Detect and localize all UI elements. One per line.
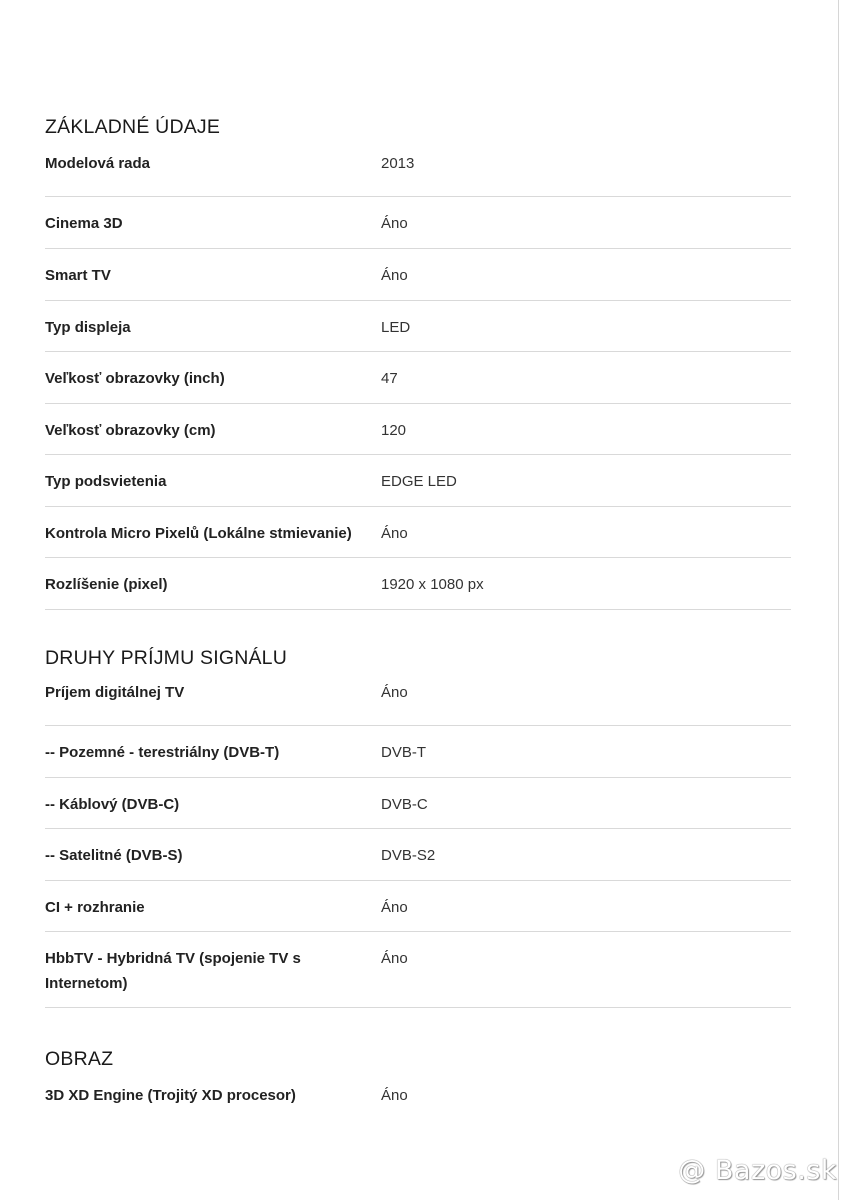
spec-value: DVB-S2 — [381, 847, 436, 864]
spec-value: 120 — [381, 422, 407, 439]
spec-value: 47 — [381, 370, 398, 387]
spec-label: Veľkosť obrazovky (inch) — [45, 370, 225, 387]
spec-label: 3D XD Engine (Trojitý XD procesor) — [45, 1087, 296, 1104]
spec-value: LED — [381, 319, 411, 336]
spec-row — [45, 677, 791, 726]
spec-row — [45, 829, 791, 881]
spec-label: Modelová rada — [45, 155, 151, 172]
spec-label: Veľkosť obrazovky (cm) — [45, 422, 216, 439]
section-title: ZÁKLADNÉ ÚDAJE — [45, 116, 221, 138]
spec-value: Áno — [381, 525, 408, 542]
spec-row — [45, 1078, 791, 1130]
spec-row — [45, 301, 791, 352]
watermark: @ Bazos.sk — [678, 1155, 837, 1186]
section-druhy-prijmu-signalu — [45, 645, 791, 1008]
spec-row — [45, 507, 791, 558]
page-edge — [838, 0, 839, 1200]
spec-label: Kontrola Micro Pixelů (Lokálne stmievanie) — [45, 525, 352, 542]
spec-row — [45, 197, 791, 249]
spec-value: Áno — [381, 950, 408, 967]
section-title: DRUHY PRÍJMU SIGNÁLU — [45, 647, 288, 669]
spec-label: Rozlíšenie (pixel) — [45, 576, 168, 593]
spec-label: HbbTV - Hybridná TV (spojenie TV s Internetom) — [45, 950, 301, 992]
spec-label: Typ podsvietenia — [45, 473, 167, 490]
spec-label: Typ displeja — [45, 319, 131, 336]
section-obraz — [45, 1046, 791, 1130]
spec-label: Cinema 3D — [45, 215, 123, 232]
spec-value: EDGE LED — [381, 473, 457, 490]
spec-label: CI + rozhranie — [45, 899, 145, 916]
spec-label: -- Satelitné (DVB-S) — [45, 847, 183, 864]
spec-value: 1920 x 1080 px — [381, 576, 484, 593]
spec-value: Áno — [381, 1087, 408, 1104]
spec-row — [45, 881, 791, 932]
spec-row — [45, 932, 791, 1008]
spec-value: 2013 — [381, 155, 415, 172]
spec-row — [45, 249, 791, 301]
spec-row — [45, 404, 791, 455]
spec-value: Áno — [381, 684, 408, 701]
spec-value: Áno — [381, 215, 408, 232]
spec-row — [45, 352, 791, 404]
spec-value: DVB-C — [381, 796, 428, 813]
spec-label: Smart TV — [45, 267, 111, 284]
spec-label: -- Pozemné - terestriálny (DVB-T) — [45, 744, 280, 761]
section-zakladne-udaje — [45, 114, 791, 610]
spec-value: Áno — [381, 899, 408, 916]
spec-row — [45, 558, 791, 610]
spec-row — [45, 778, 791, 829]
spec-value: DVB-T — [381, 744, 426, 761]
spec-label: Príjem digitálnej TV — [45, 684, 185, 701]
section-title: OBRAZ — [45, 1048, 114, 1070]
spec-value: Áno — [381, 267, 408, 284]
spec-row — [45, 455, 791, 507]
spec-row — [45, 726, 791, 778]
spec-row — [45, 146, 791, 197]
spec-label: -- Káblový (DVB-C) — [45, 796, 180, 813]
